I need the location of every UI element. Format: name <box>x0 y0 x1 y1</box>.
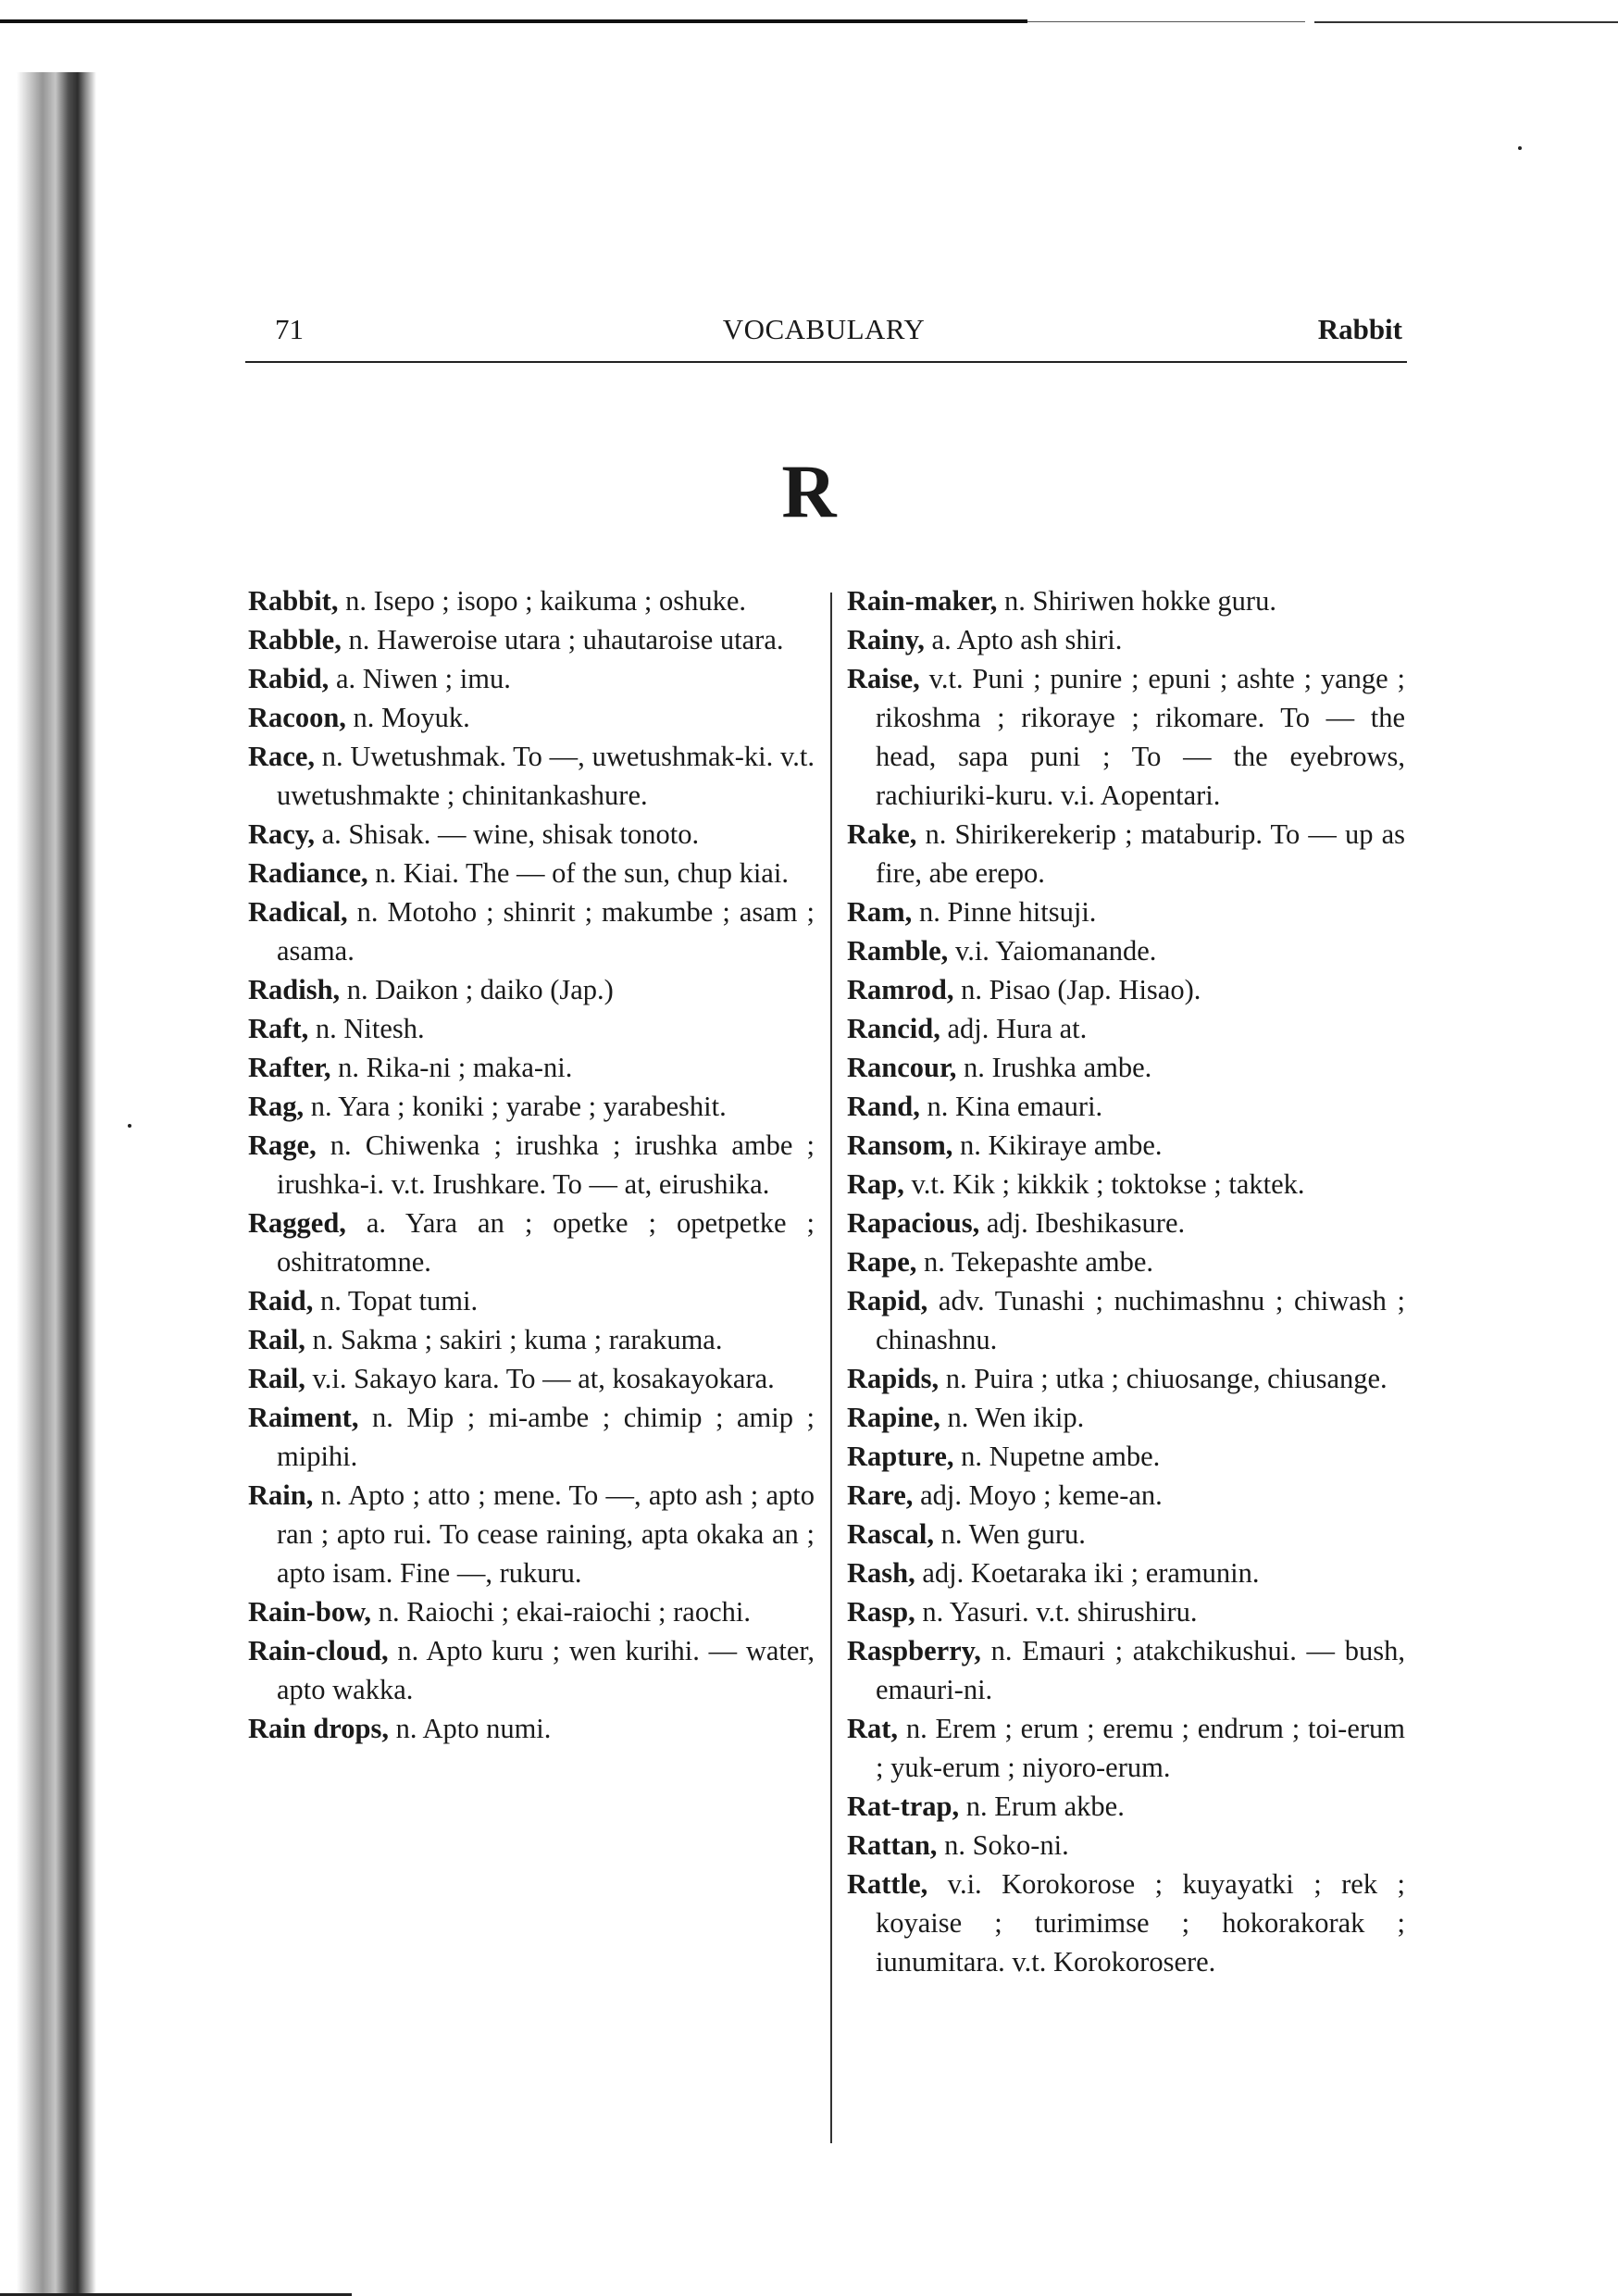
dictionary-entry <box>847 892 1405 931</box>
top-scan-rule-thin <box>1027 21 1305 22</box>
entry-definition: adj. Moyo ; keme-an. <box>913 1479 1163 1511</box>
entry-headword: Rancour, <box>847 1052 957 1083</box>
entry-definition: n. Sakma ; sakiri ; kuma ; rarakuma. <box>305 1324 723 1355</box>
entry-definition: n. Uwetushmak. To —, uwetushmak-ki. v.t. uwetushmakte ; chinitankashure. <box>277 741 815 811</box>
dictionary-entry <box>847 1515 1405 1554</box>
entry-headword: Rash, <box>847 1557 915 1589</box>
entry-headword: Rattle, <box>847 1868 928 1900</box>
entry-headword: Rafter, <box>248 1052 331 1083</box>
entry-headword: Raft, <box>248 1013 309 1044</box>
dictionary-entry <box>847 1165 1405 1204</box>
entry-definition: n. Puira ; utka ; chiuosange, chiusange. <box>939 1363 1388 1394</box>
entry-headword: Rake, <box>847 818 917 850</box>
entry-definition: v.i. Yaiomanande. <box>948 935 1157 967</box>
dictionary-entry <box>847 1787 1405 1826</box>
entry-definition: n. Chiwenka ; irushka ; irushka ambe ; irushka-i. v.t. Irushkare. To — at, eirushika. <box>277 1129 815 1200</box>
entry-headword: Raise, <box>847 663 920 694</box>
dictionary-entry <box>248 1398 815 1476</box>
dictionary-entry <box>248 815 815 854</box>
entry-definition: n. Emauri ; atakchikushui. — bush, emauri-ni. <box>876 1635 1405 1705</box>
entry-definition: n. Irushka ambe. <box>956 1052 1152 1083</box>
dictionary-entry <box>847 1048 1405 1087</box>
top-scan-rule <box>0 19 1027 23</box>
entry-definition: adj. Hura at. <box>940 1013 1088 1044</box>
entry-definition: a. Shisak. — wine, shisak tonoto. <box>315 818 700 850</box>
entry-definition: n. Mip ; mi-ambe ; chimip ; amip ; mipihi. <box>277 1402 815 1472</box>
dictionary-entry <box>847 1592 1405 1631</box>
entry-definition: n. Yara ; koniki ; yarabe ; yarabeshit. <box>304 1091 727 1122</box>
dictionary-entry <box>847 1281 1405 1359</box>
section-title: VOCABULARY <box>722 313 926 345</box>
dictionary-entry <box>248 1709 815 1748</box>
entry-headword: Rat, <box>847 1713 899 1744</box>
entry-definition: v.i. Korokorose ; kuyayatki ; rek ; koyaise ; turimimse ; hokorakorak ; iunumitara. v.t. Korokorosere. <box>876 1868 1405 1978</box>
dictionary-entry <box>847 1709 1405 1787</box>
entry-definition: a. Yara an ; opetke ; opetpetke ; oshitratomne. <box>277 1207 815 1278</box>
binding-gutter-shadow <box>0 72 96 2296</box>
header-rule <box>245 361 1407 363</box>
entry-headword: Rapacious, <box>847 1207 980 1239</box>
entry-definition: n. Wen guru. <box>934 1518 1086 1550</box>
dictionary-entry <box>248 1204 815 1281</box>
dictionary-entry <box>847 1126 1405 1165</box>
dictionary-entry <box>847 815 1405 892</box>
dictionary-entry <box>248 1592 815 1631</box>
entry-definition: n. Motoho ; shinrit ; makumbe ; asam ; asama. <box>277 896 815 967</box>
dictionary-entry <box>248 1048 815 1087</box>
dictionary-entry <box>248 970 815 1009</box>
entry-headword: Radiance, <box>248 857 368 889</box>
column-divider <box>830 593 832 2143</box>
dictionary-entry <box>847 1009 1405 1048</box>
entry-headword: Radical, <box>248 896 348 928</box>
entry-headword: Rain-bow, <box>248 1596 372 1628</box>
dictionary-entry <box>248 1320 815 1359</box>
guide-word: Rabbit <box>1317 313 1402 345</box>
entry-headword: Rail, <box>248 1324 305 1355</box>
right-column <box>847 581 1405 1981</box>
entry-headword: Rail, <box>248 1363 305 1394</box>
entry-definition: n. Soko-ni. <box>937 1829 1069 1861</box>
entry-headword: Rand, <box>847 1091 920 1122</box>
entry-headword: Raspberry, <box>847 1635 981 1666</box>
dictionary-entry <box>248 1126 815 1204</box>
entry-definition: n. Erem ; erum ; eremu ; endrum ; toi-erum ; yuk-erum ; niyoro-erum. <box>876 1713 1405 1783</box>
dictionary-entry <box>248 892 815 970</box>
entry-definition: n. Rika-ni ; maka-ni. <box>330 1052 573 1083</box>
entry-definition: n. Apto kuru ; wen kurihi. — water, apto wakka. <box>277 1635 815 1705</box>
entry-headword: Rape, <box>847 1246 917 1278</box>
entry-definition: n. Tekepashte ambe. <box>916 1246 1154 1278</box>
entry-headword: Rain-maker, <box>847 585 998 617</box>
dictionary-entry <box>847 1826 1405 1865</box>
entry-definition: n. Shiriwen hokke guru. <box>997 585 1276 617</box>
dictionary-entry <box>847 1437 1405 1476</box>
entry-definition: a. Niwen ; imu. <box>329 663 511 694</box>
entry-headword: Rapture, <box>847 1441 954 1472</box>
dictionary-entry <box>248 737 815 815</box>
dictionary-entry <box>248 659 815 698</box>
entry-definition: v.t. Kik ; kikkik ; toktokse ; taktek. <box>903 1168 1305 1200</box>
entry-headword: Racy, <box>248 818 316 850</box>
dictionary-entry <box>248 1476 815 1592</box>
dictionary-entry <box>847 620 1405 659</box>
dictionary-entry <box>847 1242 1405 1281</box>
entry-definition: n. Topat tumi. <box>313 1285 479 1316</box>
entry-headword: Rabble, <box>248 624 342 655</box>
entry-definition: n. Apto ; atto ; mene. To —, apto ash ; apto ran ; apto rui. To cease raining, apta okaka an ; apto isam. Fine —, rukuru. <box>277 1479 815 1589</box>
dictionary-entry <box>248 1087 815 1126</box>
dictionary-entry <box>847 970 1405 1009</box>
entry-definition: n. Isepo ; isopo ; kaikuma ; oshuke. <box>338 585 746 617</box>
dictionary-entry <box>847 1087 1405 1126</box>
dictionary-entry <box>248 1009 815 1048</box>
entry-headword: Rattan, <box>847 1829 938 1861</box>
entry-headword: Radish, <box>248 974 341 1005</box>
entry-headword: Rag, <box>248 1091 305 1122</box>
entry-headword: Race, <box>248 741 315 772</box>
dictionary-entry <box>847 1865 1405 1981</box>
entry-headword: Rabbit, <box>248 585 339 617</box>
page-number: 71 <box>275 313 304 345</box>
dictionary-entry <box>248 1359 815 1398</box>
entry-headword: Rare, <box>847 1479 914 1511</box>
dictionary-entry <box>847 1476 1405 1515</box>
entry-definition: adj. Koetaraka iki ; eramunin. <box>915 1557 1260 1589</box>
entry-definition: n. Apto numi. <box>389 1713 552 1744</box>
entry-headword: Rabid, <box>248 663 330 694</box>
dictionary-entry <box>248 1281 815 1320</box>
dictionary-entry <box>248 1631 815 1709</box>
dictionary-entry <box>248 620 815 659</box>
entry-headword: Rain drops, <box>248 1713 389 1744</box>
entry-definition: n. Daikon ; daiko (Jap.) <box>340 974 614 1005</box>
entry-headword: Ram, <box>847 896 913 928</box>
dictionary-entry <box>248 581 815 620</box>
entry-headword: Raid, <box>248 1285 314 1316</box>
entry-headword: Rainy, <box>847 624 925 655</box>
entry-definition: n. Haweroise utara ; uhautaroise utara. <box>341 624 784 655</box>
dictionary-entry <box>847 1359 1405 1398</box>
entry-definition: n. Yasuri. v.t. shirushiru. <box>915 1596 1198 1628</box>
entry-headword: Rage, <box>248 1129 317 1161</box>
entry-headword: Rapine, <box>847 1402 940 1433</box>
dictionary-entry <box>248 854 815 892</box>
running-head <box>245 306 1402 361</box>
entry-definition: adj. Ibeshikasure. <box>979 1207 1186 1239</box>
entry-definition: n. Moyuk. <box>345 702 470 733</box>
dictionary-entry <box>847 581 1405 620</box>
dictionary-entry <box>847 659 1405 815</box>
dictionary-entry <box>847 1554 1405 1592</box>
entry-headword: Rapid, <box>847 1285 928 1316</box>
entry-definition: n. Nitesh. <box>308 1013 425 1044</box>
top-scan-rule-right <box>1314 21 1618 23</box>
entry-headword: Ramrod, <box>847 974 954 1005</box>
entry-definition: n. Wen ikip. <box>940 1402 1085 1433</box>
entry-definition: n. Pisao (Jap. Hisao). <box>953 974 1201 1005</box>
entry-headword: Rapids, <box>847 1363 940 1394</box>
dictionary-entry <box>847 1204 1405 1242</box>
entry-headword: Rap, <box>847 1168 904 1200</box>
entry-definition: a. Apto ash shiri. <box>924 624 1123 655</box>
scan-speck <box>128 1124 131 1128</box>
entry-headword: Rancid, <box>847 1013 940 1044</box>
dictionary-entry <box>847 1398 1405 1437</box>
left-column <box>248 581 815 1748</box>
entry-headword: Rain-cloud, <box>248 1635 389 1666</box>
entry-headword: Rascal, <box>847 1518 935 1550</box>
entry-headword: Raiment, <box>248 1402 359 1433</box>
entry-headword: Ramble, <box>847 935 949 967</box>
entry-definition: n. Pinne hitsuji. <box>912 896 1097 928</box>
dictionary-entry <box>248 698 815 737</box>
entry-definition: n. Raiochi ; ekai-raiochi ; raochi. <box>371 1596 751 1628</box>
entry-headword: Ragged, <box>248 1207 346 1239</box>
dictionary-entry <box>847 1631 1405 1709</box>
entry-definition: n. Erum akbe. <box>959 1791 1125 1822</box>
dictionary-entry <box>847 931 1405 970</box>
entry-definition: n. Nupetne ambe. <box>953 1441 1161 1472</box>
entry-headword: Rat-trap, <box>847 1791 960 1822</box>
entry-definition: adv. Tunashi ; nuchimashnu ; chiwash ; chinashnu. <box>876 1285 1405 1355</box>
entry-headword: Rain, <box>248 1479 314 1511</box>
entry-definition: v.i. Sakayo kara. To — at, kosakayokara. <box>305 1363 775 1394</box>
entry-definition: n. Kiai. The — of the sun, chup kiai. <box>367 857 789 889</box>
entry-definition: v.t. Puni ; punire ; epuni ; ashte ; yange ; rikoshma ; rikoraye ; rikomare. To — the head, sapa puni ; To — the eyebrows, rachiuriki-kuru. v.i. Aopentari. <box>876 663 1405 811</box>
section-letter-heading: R <box>781 449 837 533</box>
entry-definition: n. Kina emauri. <box>919 1091 1103 1122</box>
entry-definition: n. Kikiraye ambe. <box>952 1129 1163 1161</box>
entry-headword: Racoon, <box>248 702 346 733</box>
entry-headword: Ransom, <box>847 1129 953 1161</box>
scan-speck <box>1518 146 1522 150</box>
entry-definition: n. Shirikerekerip ; mataburip. To — up as fire, abe erepo. <box>876 818 1405 889</box>
entry-headword: Rasp, <box>847 1596 915 1628</box>
